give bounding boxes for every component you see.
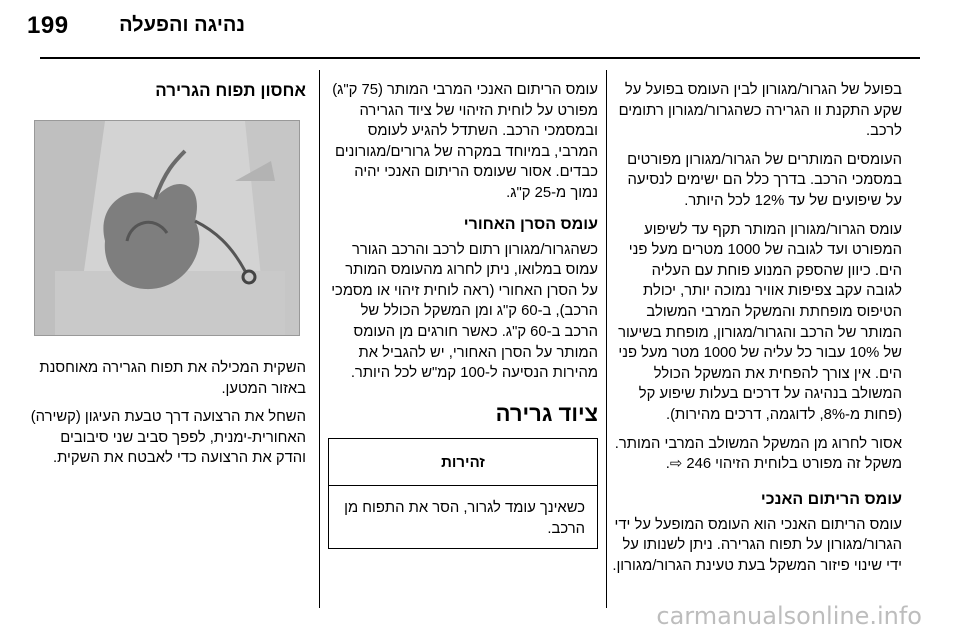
heading-towing-equipment: ציוד גרירה	[495, 400, 598, 426]
warning-box	[328, 438, 598, 549]
tow-bag-illustration	[35, 121, 299, 335]
column-right	[612, 80, 902, 584]
paragraph: השחל את הרצועה דרך טבעת העיגון (קשירה) האחורית-ימנית, לפפך סביב שני סיבובים והדק את הרצועה כדי לאבטח את השקית.	[30, 409, 306, 467]
paragraph: עומס הריתום האנכי המרבי המותר (75 ק"ג) מפורט על לוחית הזיהוי של ציוד הגרירה ובמסמכי הרכב. השתדל להגיע לעומס המרבי, במיוחד במקרה של גרורים/מגורונים כבדים. אסור שעומס הריתום האנכי יהיה נמוך מ-25 ק"ג.	[332, 82, 598, 201]
heading-rear-axle-load: עומס הסרן האחורי	[463, 215, 598, 233]
warning-title: זהירות	[329, 439, 597, 487]
heading-vertical-load: עומס הריתום האנכי	[760, 490, 902, 508]
trunk-photo	[34, 120, 300, 336]
paragraph: כשהגרור/מגורון רתום לרכב והרכב הגורר עמוס במלואו, ניתן לחרוג מהעומס המותר על הסרן האחורי (ראה לוחית זיהוי או מסמכי הרכב), ב-60 ק"ג ומן המשקל הכולל של הרכב ב-60 ק"ג. כאשר חורגים מן העומס המותר על הסרן האחורי, יש להגביל את מהירות הנסיעה ל-100 קמ"ש לכל היותר.	[331, 241, 598, 382]
watermark: carmanualsonline.info	[656, 602, 922, 630]
page-number: 199	[27, 12, 69, 39]
section-title: נהיגה והפעלה	[119, 14, 245, 36]
column-divider-right	[606, 70, 607, 608]
paragraph: בפועל של הגרור/מגורון לבין העומס בפועל על שקע התקנת וו הגרירה כשהגרור/מגורון רתומים לרכב.	[618, 82, 902, 140]
warning-text: כשאינך עומד לגרור, הסר את התפוח מן הרכב.	[344, 500, 585, 537]
paragraph: העומסים המותרים של הגרור/מגורון מפורטים במסמכי הרכב. בדרך כלל הם ישימים לנסיעה על שיפועים של עד 12% לכל היותר.	[627, 151, 902, 209]
heading-ball-storage: אחסון תפוח הגרירה	[155, 81, 306, 100]
column-middle	[328, 80, 598, 549]
paragraph: עומס הגרור/מגורון המותר תקף עד לשיפוע המפורט ועד לגובה של 1000 מטרים מעל פני הים. כיוון שהספק המנוע פוחת עם העליה לגובה עקב צפיפות אוויר נמוכה יותר, יכולת הטיפוס מופחתת והמשקל המרבי המשולב המותר של הרכב והגרור/מגורון, מופחת בשיעור של 10% עבור כל עליה של 1000 מטר מעל פני הים. אין צורך להפחית את המשקל הכולל המשולב בנהיגה על דרכים בעלות שיפוע קל (פחות מ-8%, לדוגמה, דרכים מהירות).	[618, 221, 902, 423]
column-divider-left	[319, 70, 320, 608]
paragraph: השקית המכילה את תפוח הגרירה מאוחסנת באזור המטען.	[39, 360, 306, 397]
paragraph: עומס הריתום האנכי הוא העומס המופעל על ידי הגרור/מגורון על תפוח הגרירה. ניתן לשנותו על ידי שינוי פיזור המשקל בעת טעינת הגרור/מגורון.	[612, 516, 902, 574]
paragraph: אסור לחרוג מן המשקל המשולב המרבי המותר. משקל זה מפורט בלוחית הזיהוי 246 ⇨.	[614, 435, 902, 473]
column-left	[30, 80, 306, 477]
header-rule	[40, 57, 920, 59]
